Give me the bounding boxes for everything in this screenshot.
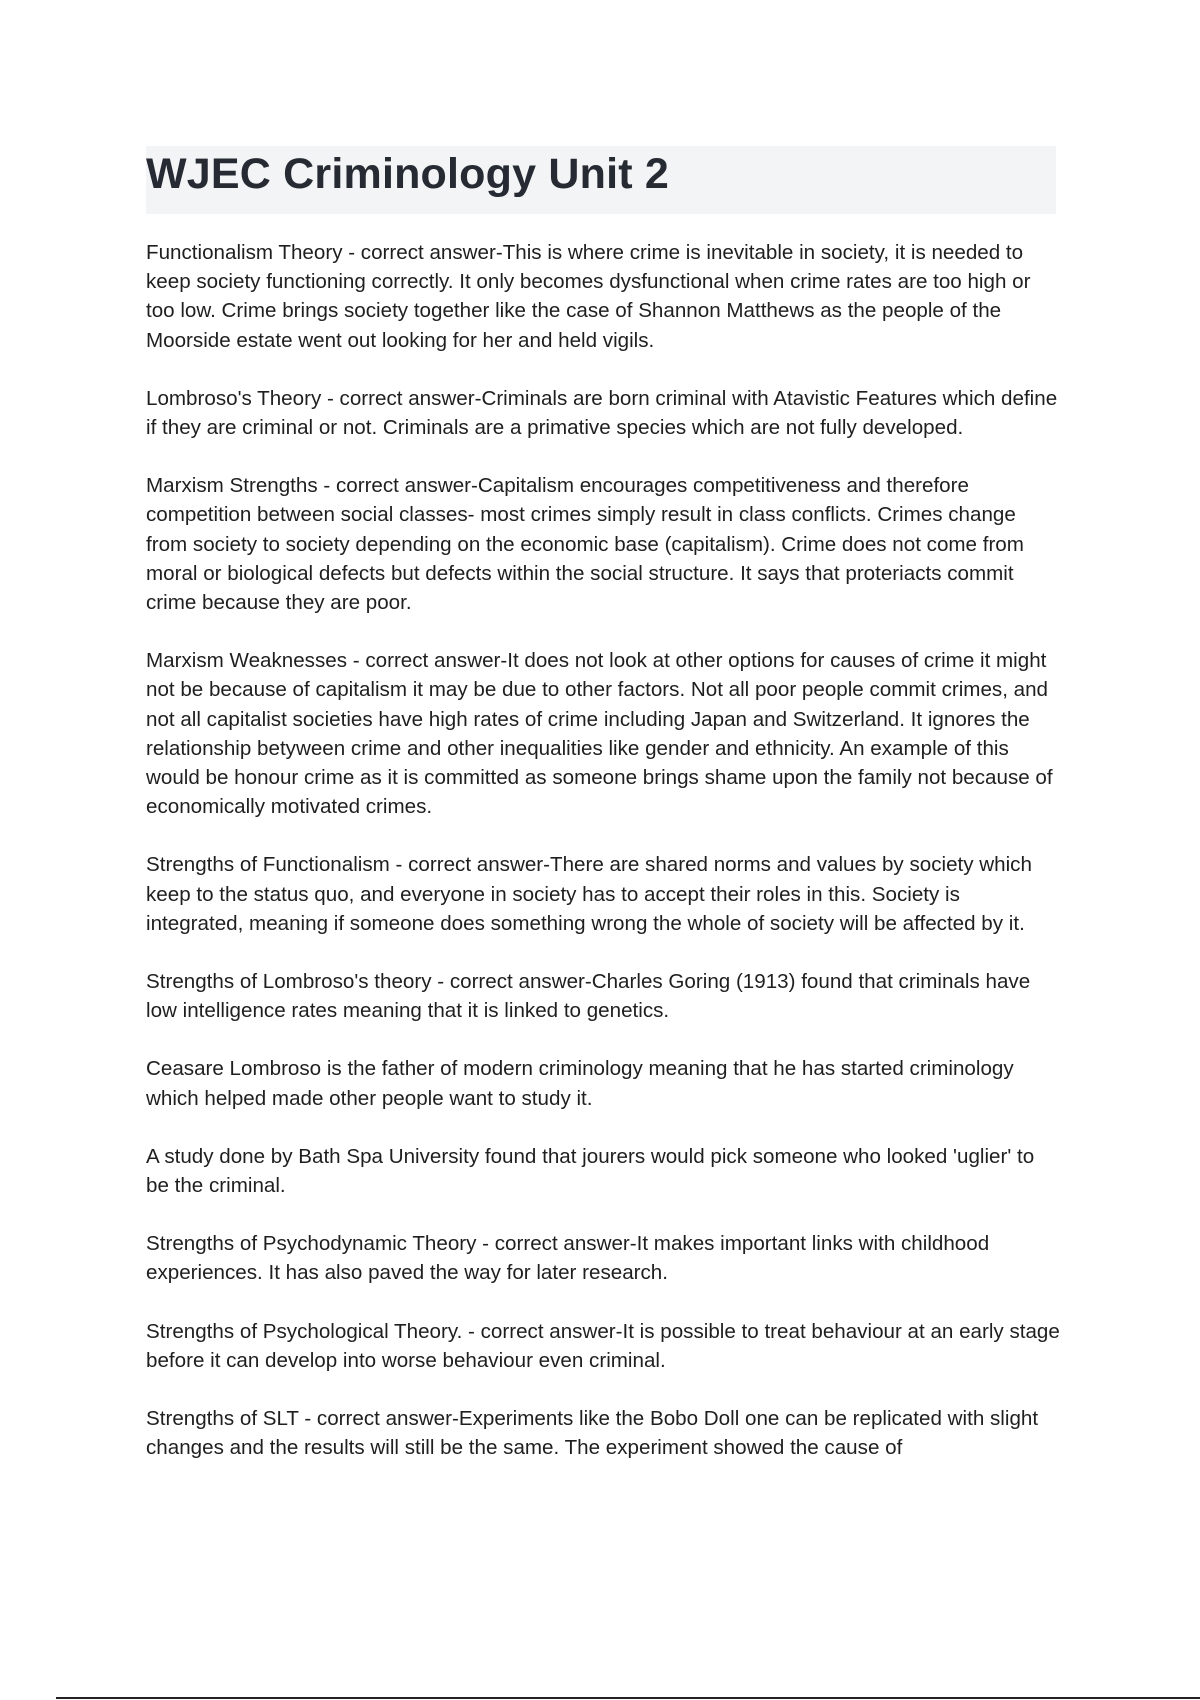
paragraph-strengths-functionalism: Strengths of Functionalism - correct answer-There are shared norms and values by society which keep to the status quo, and everyone in society has to accept their roles in this. Society is integrated, meaning if someone does something wrong the whole of society will be affected by it.: [146, 853, 1032, 935]
document-body: [146, 238, 1061, 1492]
paragraph-marxism-weaknesses: Marxism Weaknesses - correct answer-It does not look at other options for causes of crime it might not be because of capitalism it may be due to other factors. Not all poor people commit crimes, and not all capitalist societies have high rates of crime including Japan and Switzerland. It ignores the relationship betyween crime and other inequalities like gender and ethnicity. An example of this would be honour crime as it is committed as someone brings shame upon the family not because of economically motivated crimes.: [146, 649, 1053, 819]
paragraph-ceasare-lombroso: Ceasare Lombroso is the father of modern criminology meaning that he has started criminology which helped made other people want to study it.: [146, 1057, 1014, 1110]
page-bottom-divider: [56, 1697, 1200, 1699]
paragraph-strengths-slt: Strengths of SLT - correct answer-Experiments like the Bobo Doll one can be replicated with slight changes and the results will still be the same. The experiment showed the cause of: [146, 1407, 1039, 1460]
paragraph-marxism-strengths: Marxism Strengths - correct answer-Capitalism encourages competitiveness and therefore competition between social classes- most crimes simply result in class conflicts. Crimes change from society to society depending on the economic base (capitalism). Crime does not come from moral or biological defects but defects within the social structure. It says that proteriacts commit crime because they are poor.: [146, 474, 1024, 615]
paragraph-strengths-psychological: Strengths of Psychological Theory. - correct answer-It is possible to treat behaviour at an early stage before it can develop into worse behaviour even criminal.: [146, 1319, 1060, 1372]
paragraph-functionalism-theory: Functionalism Theory - correct answer-This is where crime is inevitable in society, it is needed to keep society functioning correctly. It only becomes dysfunctional when crime rates are too high or too low. Crime brings society together like the case of Shannon Matthews as the people of the Moorside estate went out looking for her and held vigils.: [146, 241, 1031, 352]
paragraph-strengths-psychodynamic: Strengths of Psychodynamic Theory - correct answer-It makes important links with childhood experiences. It has also paved the way for later research.: [146, 1232, 990, 1285]
paragraph-strengths-lombroso: Strengths of Lombroso's theory - correct answer-Charles Goring (1913) found that criminals have low intelligence rates meaning that it is linked to genetics.: [146, 970, 1031, 1023]
paragraph-lombroso-theory: Lombroso's Theory - correct answer-Criminals are born criminal with Atavistic Features which define if they are criminal or not. Criminals are a primative species which are not fully developed.: [146, 386, 1058, 440]
paragraph-bath-spa-study: A study done by Bath Spa University found that jourers would pick someone who looked 'uglier' to be the criminal.: [146, 1144, 1035, 1198]
page-title: WJEC Criminology Unit 2: [146, 150, 670, 198]
